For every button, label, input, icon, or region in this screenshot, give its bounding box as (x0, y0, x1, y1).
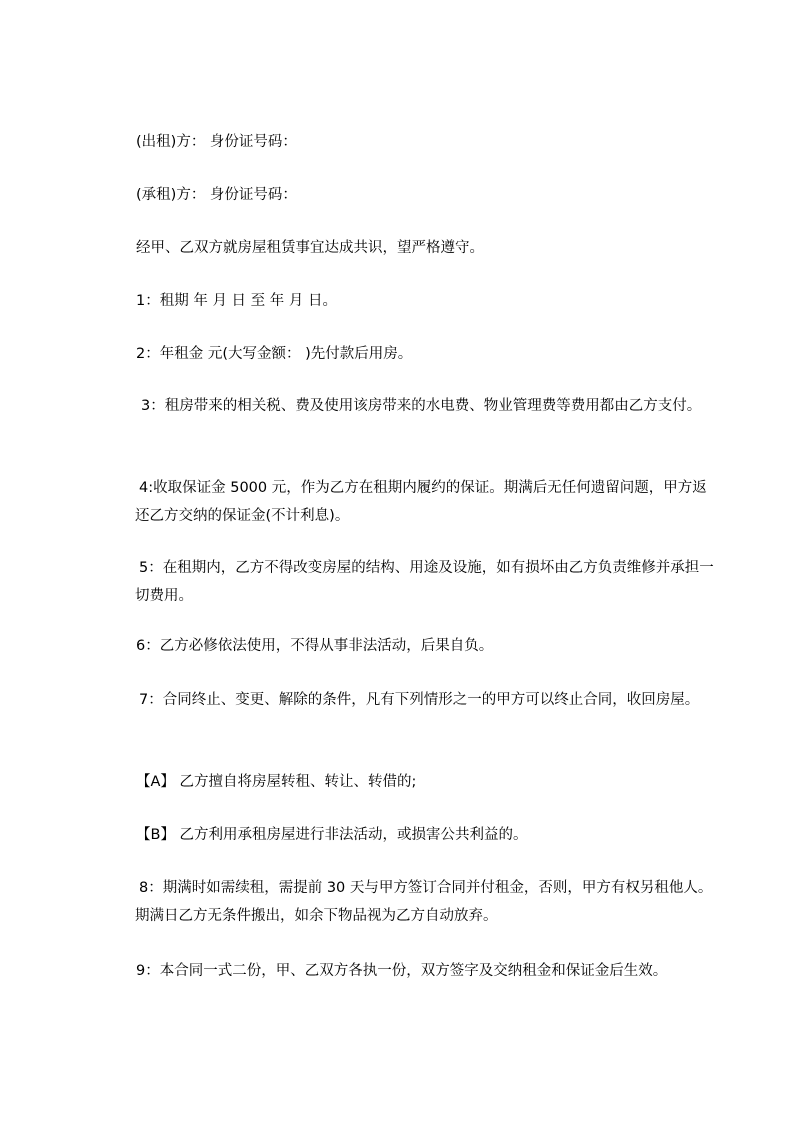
clause-7: 7：合同终止、变更、解除的条件，凡有下列情形之一的甲方可以终止合同，收回房屋。 (139, 692, 700, 708)
clause-7-item-b: 【B】 乙方利用承租房屋进行非法活动，或损害公共利益的。 (136, 827, 528, 843)
lessee-line: (承租)方： 身份证号码： (136, 187, 297, 203)
clause-4: 4:收取保证金 5000 元，作为乙方在租期内履约的保证。期满后无任何遗留问题，甲方返还乙方交纳的保证金(不计利息)。 (135, 480, 707, 524)
clause-1: 1：租期 年 月 日 至 年 月 日。 (136, 293, 337, 309)
lessor-line: (出租)方： 身份证号码： (136, 134, 297, 150)
clause-5: 5：在租期内，乙方不得改变房屋的结构、用途及设施，如有损坏由乙方负责维修并承担一切费用。 (135, 560, 714, 604)
clause-8: 8：期满时如需续租，需提前 30 天与甲方签订合同并付租金，否则，甲方有权另租他人。期满日乙方无条件搬出，如余下物品视为乙方自动放弃。 (135, 880, 713, 924)
clause-6: 6：乙方必修依法使用，不得从事非法活动，后果自负。 (136, 638, 494, 654)
intro-paragraph: 经甲、乙双方就房屋租赁事宜达成共识，望严格遵守。 (136, 240, 484, 256)
clause-7-item-a: 【A】 乙方擅自将房屋转租、转让、转借的; (136, 774, 417, 790)
clause-3: 3：租房带来的相关税、费及使用该房带来的水电费、物业管理费等费用都由乙方支付。 (141, 398, 702, 414)
clause-9: 9：本合同一式二份，甲、乙双方各执一份，双方签字及交纳租金和保证金后生效。 (136, 963, 668, 979)
clause-2: 2：年租金 元(大写金额： )先付款后用房。 (136, 346, 413, 362)
